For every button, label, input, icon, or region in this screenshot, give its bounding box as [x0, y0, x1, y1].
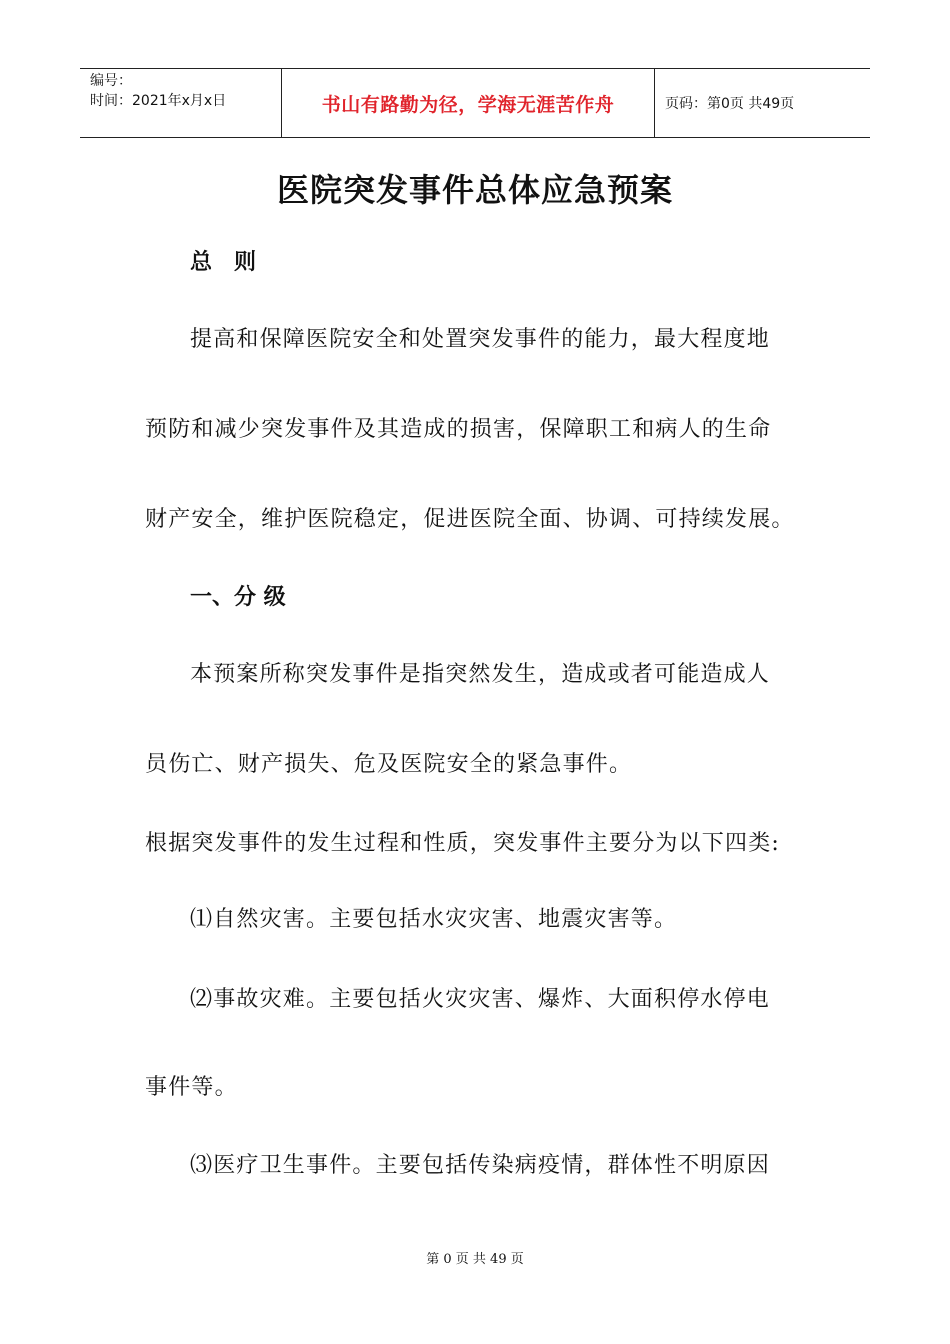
paragraph-line: 根据突发事件的发生过程和性质，突发事件主要分为以下四类:	[145, 831, 781, 856]
paragraph-line: 提高和保障医院安全和处置突发事件的能力，最大程度地	[190, 327, 771, 352]
paragraph-line: 财产安全，维护医院稳定，促进医院全面、协调、可持续发展。	[145, 507, 795, 532]
section-heading-general: 总 则	[190, 250, 257, 275]
paragraph-line: 本预案所称突发事件是指突然发生，造成或者可能造成人	[190, 662, 771, 687]
list-item: ⑶医疗卫生事件。主要包括传染病疫情，群体性不明原因	[190, 1153, 771, 1178]
header-meta-cell	[80, 69, 282, 137]
document-time-label: 时间：2021年x月x日	[90, 93, 227, 109]
paragraph-line: 预防和减少突发事件及其造成的损害，保障职工和病人的生命	[145, 417, 772, 442]
document-number-label: 编号：	[90, 73, 132, 89]
list-item: ⑴自然灾害。主要包括水灾灾害、地震灾害等。	[190, 907, 678, 932]
header-table	[80, 68, 870, 138]
paragraph-line: 员伤亡、财产损失、危及医院安全的紧急事件。	[145, 752, 633, 777]
page-footer: 第 0 页 共 49 页	[426, 1252, 524, 1267]
section-heading-classification: 一、分 级	[190, 585, 286, 610]
paragraph-line: 事件等。	[145, 1075, 238, 1100]
list-item: ⑵事故灾难。主要包括火灾灾害、爆炸、大面积停水停电	[190, 987, 771, 1012]
document-title: 医院突发事件总体应急预案	[276, 171, 673, 209]
header-motto: 书山有路勤为径，学海无涯苦作舟	[282, 69, 655, 137]
header-page-info: 页码：第0页 共49页	[665, 96, 795, 112]
